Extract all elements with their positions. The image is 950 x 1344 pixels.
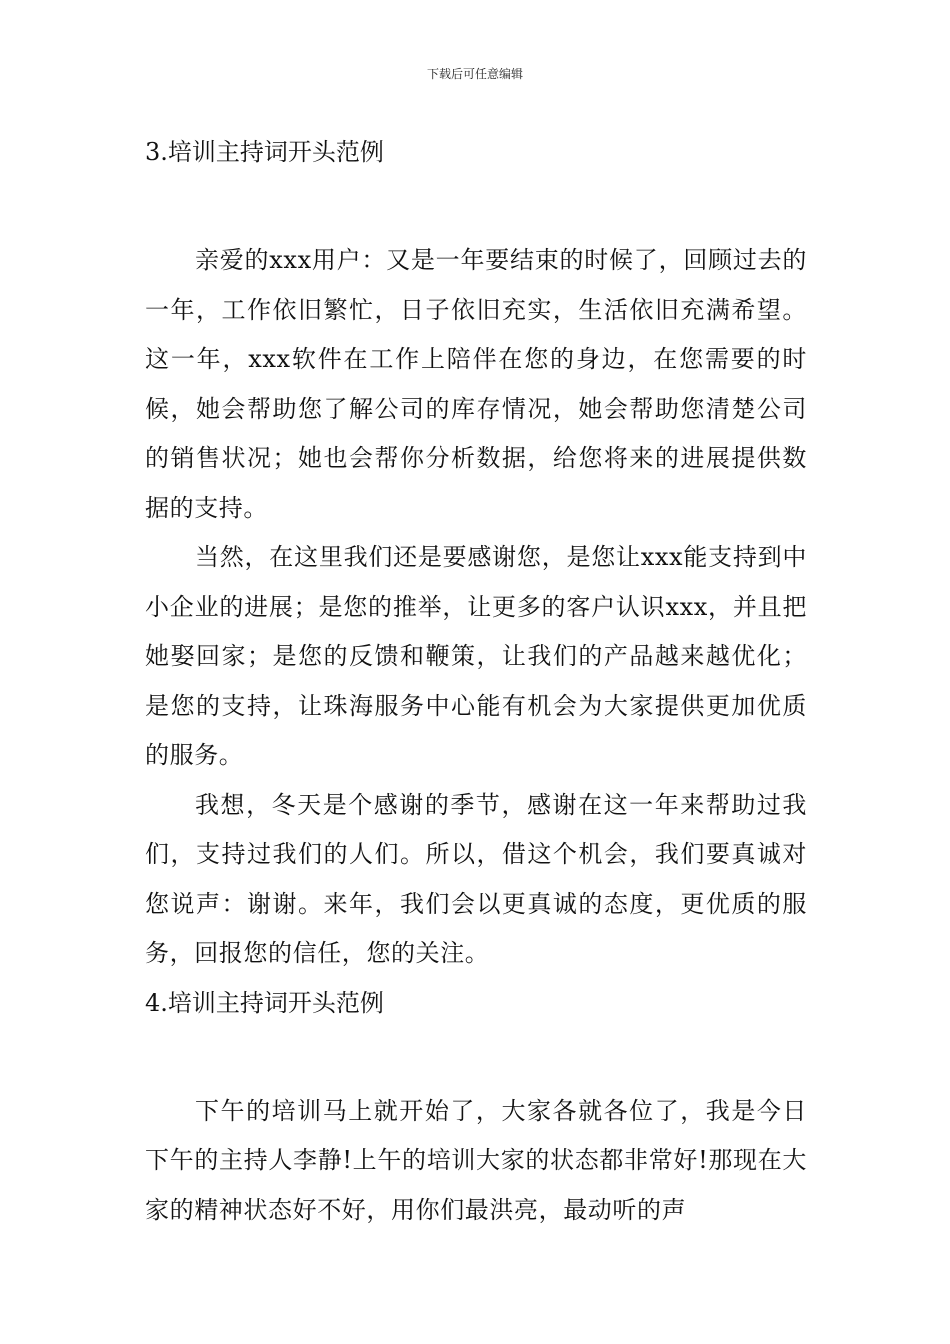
paragraph: 当然，在这里我们还是要感谢您，是您让xxx能支持到中小企业的进展；是您的推举，让更多的客户认识xxx，并且把她娶回家；是您的反馈和鞭策，让我们的产品越来越优化；是您的支持，让珠海服务中心能有机会为大家提供更加优质的服务。 — [145, 543, 807, 769]
paragraph: 亲爱的xxx用户：又是一年要结束的时候了，回顾过去的一年，工作依旧繁忙，日子依旧充实，生活依旧充满希望。这一年，xxx软件在工作上陪伴在您的身边，在您需要的时候，她会帮助您了解公司的库存情况，她会帮助您清楚公司的销售状况；她也会帮你分析数据，给您将来的进展提供数据的支持。 — [145, 246, 807, 522]
section-heading-4: 4.培训主持词开头范例 — [145, 988, 384, 1017]
paragraph: 下午的培训马上就开始了，大家各就各位了，我是今日下午的主持人李静!上午的培训大家的状态都非常好!那现在大家的精神状态好不好，用你们最洪亮，最动听的声 — [145, 1096, 807, 1224]
document-body — [145, 128, 807, 1235]
page-header-note: 下载后可任意编辑 — [426, 67, 523, 81]
paragraph: 我想，冬天是个感谢的季节，感谢在这一年来帮助过我们，支持过我们的人们。所以，借这个机会，我们要真诚对您说声：谢谢。来年，我们会以更真诚的态度，更优质的服务，回报您的信任，您的关注。 — [145, 790, 807, 967]
section-heading-3: 3.培训主持词开头范例 — [145, 138, 384, 166]
